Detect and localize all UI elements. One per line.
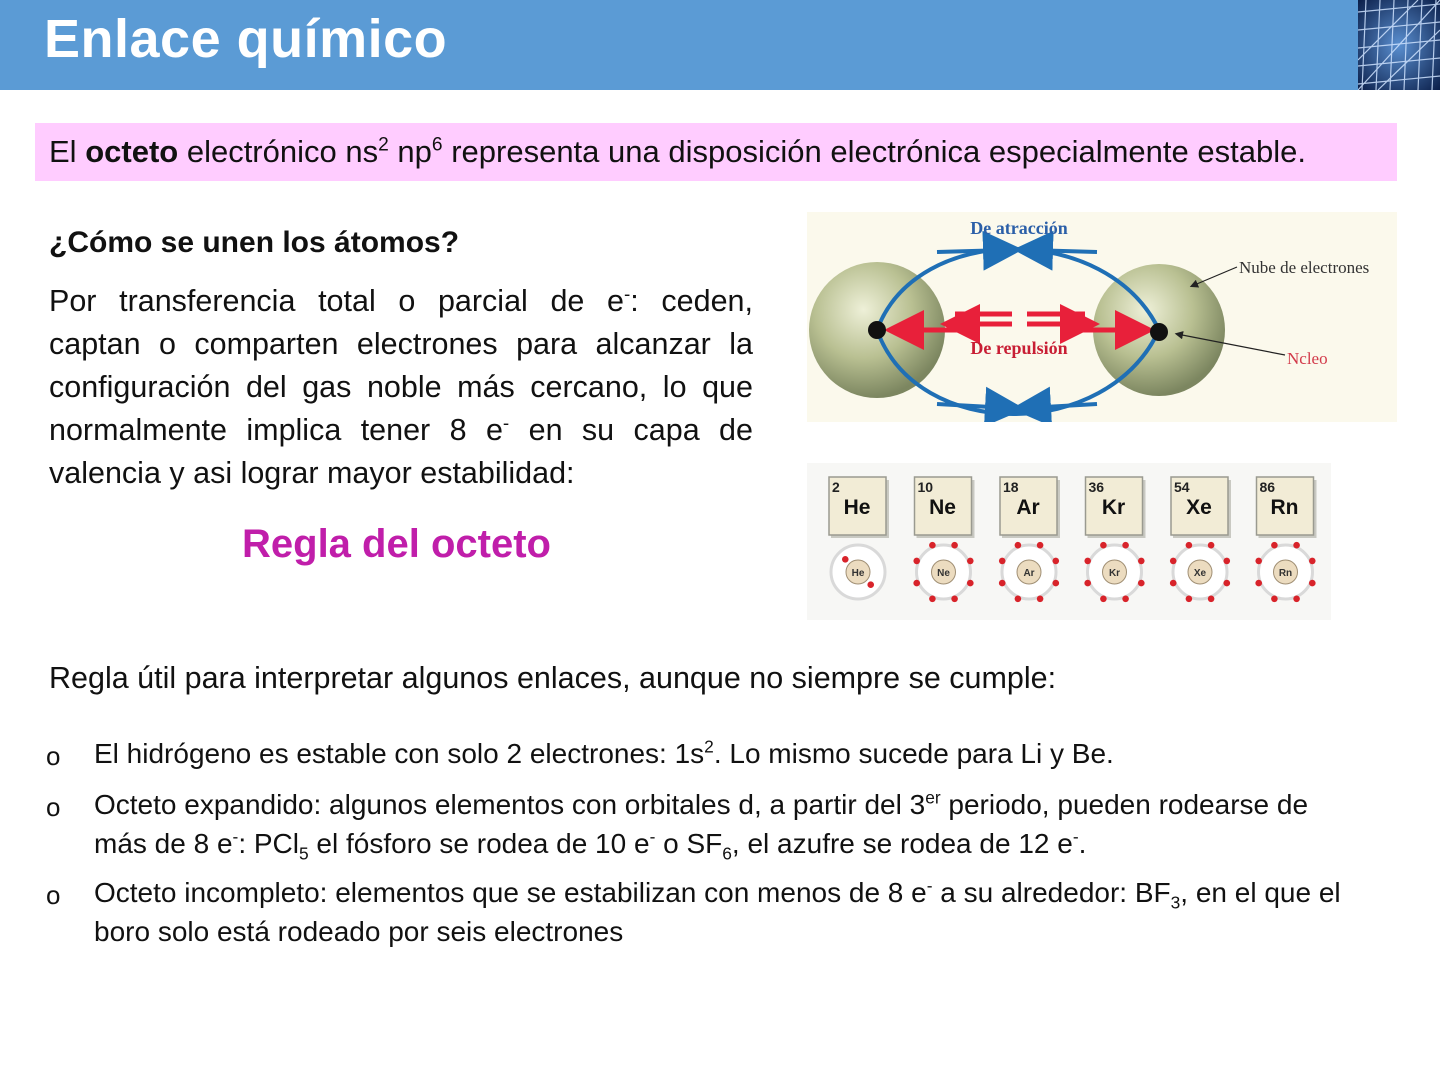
electron-dot [1223,558,1230,565]
element-symbol: Kr [1101,496,1126,519]
para-part-3: en su capa de valencia y asi lograr mayor estabilidad: [49,413,753,490]
callout-bold: octeto [85,134,179,169]
core-symbol: Ne [937,568,950,579]
electron-dot [867,581,874,588]
list-item [46,873,1364,951]
element-symbol: Ar [1016,496,1040,519]
electron-dot [1122,542,1129,549]
right-nucleus [1150,323,1168,341]
electron-dot [1084,580,1091,587]
electron-dot [842,556,849,563]
noble-gases-figure [807,463,1331,620]
b3-t1: Octeto incompleto: elementos que se estabilizan con menos de 8 e [94,877,927,908]
element-symbol: Xe [1186,496,1212,519]
atomic-number: 86 [1259,479,1276,495]
b3-t2: a su alrededor: BF [932,877,1171,908]
electron-dot [1170,558,1177,565]
callout-rest: representa una disposición electrónica especialmente estable. [442,134,1306,169]
element-symbol: Ne [929,496,956,519]
electron-dot [1138,580,1145,587]
para-part-2: : ceden, captan o comparten electrones para alcanzar la configuración del gas noble más cercano, lo que normalmente implica tener 8 e [49,284,753,447]
callout-sup2: 6 [431,134,443,156]
b2-t1: Octeto expandido: algunos elementos con orbitales d, a partir del 3 [94,789,926,820]
explanation-paragraph [49,280,753,495]
electron-dot [913,580,920,587]
electron-dot [1271,542,1278,549]
b2-t7: . [1078,828,1087,859]
electron-dot [951,542,958,549]
atomic-number: 10 [917,479,934,495]
electron-dot [951,595,958,602]
b2-s2: - [232,826,239,847]
repulsion-label: De repulsión [970,338,1068,358]
molecular-network-logo [1358,0,1440,90]
electron-dot [967,580,974,587]
core-symbol: Kr [1108,568,1121,579]
electron-dot [1293,595,1300,602]
electron-dot [1223,580,1230,587]
electron-dot [1037,542,1044,549]
core-symbol: Xe [1193,568,1207,579]
electron-dot [1100,542,1107,549]
core-symbol: He [851,568,865,579]
b1-t2: . Lo mismo sucede para Li y Be. [713,738,1114,769]
atomic-number: 54 [1174,479,1190,495]
b1-s1: 2 [704,736,714,757]
electron-dot [1255,558,1262,565]
b3-sub1: 3 [1170,892,1181,913]
para-sup-2: - [502,412,510,434]
electron-dot [1015,595,1022,602]
electron-dot [929,542,936,549]
electron-cloud-label: Nube de electrones [1239,258,1370,277]
bullet-marker: o [46,741,61,771]
element-symbol: He [843,496,871,519]
electron-dot [1186,542,1193,549]
core-symbol: Ar [1023,568,1035,579]
callout-mid2: np [388,134,432,169]
electron-dot [1271,595,1278,602]
list-item [46,785,1364,864]
electron-dot [999,558,1006,565]
b2-t5: o SF [655,828,723,859]
electron-dot [1208,542,1215,549]
b2-s4: - [1072,826,1079,847]
attraction-label: De atracción [970,218,1068,238]
b1-t1: El hidrógeno es estable con solo 2 electrones: 1s [94,738,705,769]
b3-t3: , en el que el boro solo está rodeado por seis electrones [94,877,1341,947]
section-question: ¿Cómo se unen los átomos? [49,226,460,259]
callout-sup1: 2 [378,134,389,156]
electron-dot [967,558,974,565]
b2-t6: , el azufre se rodea de 12 e [731,828,1073,859]
atomic-number: 18 [1003,479,1019,495]
b2-sub2: 6 [722,843,732,864]
title-bar [0,0,1440,90]
bullet-marker: o [46,880,61,910]
para-sup-1: - [624,283,631,305]
list-item [46,734,1364,773]
core-symbol: Rn [1278,568,1293,579]
electron-dot [1052,580,1059,587]
b2-t2: periodo, pueden rodearse de más de 8 e [94,789,1309,859]
electron-dot [999,580,1006,587]
electron-dot [1015,542,1022,549]
callout-mid1: electrónico ns [186,134,379,169]
electron-dot [1309,580,1316,587]
electron-dot [1208,595,1215,602]
electron-dot [1138,558,1145,565]
octet-rule-title: Regla del octeto [242,522,551,566]
electron-dot [1170,580,1177,587]
electron-dot [1255,580,1262,587]
element-symbol: Rn [1270,496,1299,519]
electron-dot [1052,558,1059,565]
electron-dot [1084,558,1091,565]
left-nucleus [868,321,886,339]
b3-s1: - [926,875,933,896]
b2-sub1: 5 [299,843,309,864]
nucleus-label: Ncleo [1287,349,1328,368]
atomic-forces-diagram [807,212,1397,422]
octet-callout [35,123,1397,181]
b2-t3: : PCl [238,828,299,859]
b2-s3: - [649,826,656,847]
electron-dot [1100,595,1107,602]
callout-prefix: El [49,134,77,169]
electron-dot [929,595,936,602]
electron-dot [1186,595,1193,602]
rule-intro: Regla útil para interpretar algunos enlaces, aunque no siempre se cumple: [49,661,1057,695]
b2-t4: el fósforo se rodea de 10 e [308,828,650,859]
electron-dot [1309,558,1316,565]
electron-dot [1037,595,1044,602]
para-part-1: Por transferencia total o parcial de e [49,284,624,318]
atomic-number: 36 [1088,479,1105,495]
electron-dot [913,558,920,565]
slide-title: Enlace químico [44,9,448,69]
atomic-number: 2 [832,479,840,495]
bullet-marker: o [46,792,61,822]
b2-s1: er [925,787,941,808]
electron-dot [1293,542,1300,549]
electron-dot [1122,595,1129,602]
